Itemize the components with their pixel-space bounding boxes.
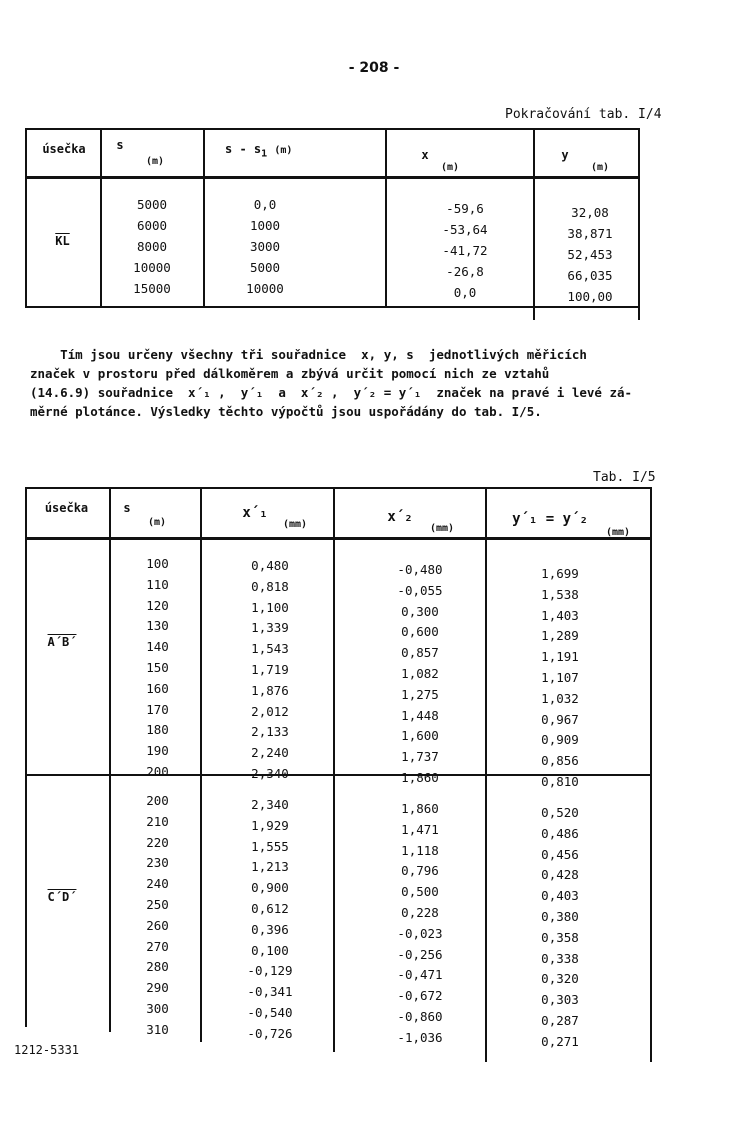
footer-code: 1212-5331 <box>14 1043 80 1057</box>
cell-s: 200 <box>146 763 169 779</box>
cell-s: 230 <box>146 855 169 871</box>
cell-x2: 0,500 <box>401 884 439 900</box>
cell-x1: 1,213 <box>251 859 289 875</box>
header-s-unit: (m) <box>147 517 167 528</box>
cell-x2: -0,023 <box>397 925 443 941</box>
cell-x1: -0,129 <box>247 963 293 979</box>
column-divider <box>200 487 202 1042</box>
header-s-minus-s1-text: s - s <box>225 142 262 156</box>
table-i4-continuation <box>25 128 640 320</box>
cell-x1: 0,480 <box>251 558 289 573</box>
cell-y: 0,287 <box>541 1012 579 1028</box>
cell-y: 0,338 <box>541 950 579 966</box>
cell-x2: 1,600 <box>401 728 439 744</box>
cell-x1: 0,818 <box>251 578 289 594</box>
header-y: y´₁ = y´₂ <box>512 511 588 527</box>
column-divider <box>100 128 102 308</box>
cell-x1: 2,133 <box>251 724 289 740</box>
cell-x1: 0,100 <box>251 942 289 958</box>
cell-y: 0,967 <box>541 711 579 727</box>
cell-y: 0,520 <box>541 805 579 820</box>
cell-x2: -0,471 <box>397 967 443 983</box>
column-s-group2 <box>125 791 190 1041</box>
cell-s: 300 <box>146 1000 169 1016</box>
cell-x1: 2,240 <box>251 745 289 761</box>
cell-s: 5000 <box>136 197 168 212</box>
segment-label: $\overline{KL}$ <box>55 234 70 248</box>
column-y-group2 <box>525 803 595 1053</box>
page-number: - 208 - <box>348 60 400 76</box>
cell-y: 0,303 <box>541 992 579 1008</box>
cell-s: 10000 <box>133 260 171 275</box>
cell-y: 1,032 <box>541 690 579 706</box>
cell-s: 270 <box>146 938 169 954</box>
column-divider <box>203 128 205 308</box>
header-usecka: úsečka <box>44 501 89 515</box>
cell-x2: 1,448 <box>401 707 439 723</box>
table-border-left <box>25 487 27 1027</box>
table-border-right <box>638 128 640 320</box>
header-x-unit: (m) <box>440 162 460 173</box>
header-x: x <box>421 148 429 162</box>
column-x <box>415 198 515 303</box>
cell-s: 170 <box>146 701 169 717</box>
segment-label-cd: C´D´ <box>47 890 77 904</box>
table-border-top <box>25 487 652 489</box>
cell-x2: -0,860 <box>397 1008 443 1024</box>
cell-x2: 1,471 <box>401 821 439 837</box>
header-s-minus-s1 <box>225 142 325 159</box>
header-x2: x´₂ <box>387 509 413 525</box>
table-border-top <box>25 128 640 130</box>
cell-x1: 1,929 <box>251 817 289 833</box>
table-i5 <box>25 487 652 1062</box>
table-header-divider <box>25 537 652 540</box>
cell-s: 190 <box>146 743 169 759</box>
cell-y: 0,456 <box>541 846 579 862</box>
column-x2-group2 <box>380 799 460 1049</box>
cell-x: -59,6 <box>446 201 484 216</box>
cell-x1: 1,339 <box>251 620 289 636</box>
cell-s: 220 <box>146 834 169 850</box>
cell-s: 6000 <box>136 218 168 233</box>
cell-s: 290 <box>146 980 169 996</box>
cell-y: 1,699 <box>541 566 579 581</box>
cell-x2: 1,860 <box>401 769 439 785</box>
cell-y: 0,380 <box>541 908 579 924</box>
paragraph-line: Tím jsou určeny všechny tři souřadnice x, y, s jednotlivých měřicích <box>30 347 587 362</box>
cell-s-minus-s1: 5000 <box>249 260 281 275</box>
cell-s: 100 <box>146 556 169 571</box>
header-s-minus-s1-unit: (m) <box>274 145 293 156</box>
header-x1-unit: (mm) <box>282 519 308 530</box>
cell-x: 0,0 <box>453 285 477 300</box>
cell-s-minus-s1: 3000 <box>249 239 281 254</box>
column-x1-group1 <box>235 556 305 785</box>
cell-x1: 0,900 <box>251 880 289 896</box>
cell-s: 250 <box>146 896 169 912</box>
cell-y: 0,856 <box>541 753 579 769</box>
cell-y: 1,403 <box>541 607 579 623</box>
cell-y: 0,271 <box>541 1033 579 1049</box>
cell-s: 120 <box>146 597 169 613</box>
cell-x: -41,72 <box>442 243 488 258</box>
cell-y: 32,08 <box>571 205 609 220</box>
cell-x1: -0,540 <box>247 1004 293 1020</box>
cell-x1: 1,100 <box>251 599 289 615</box>
cell-y: 66,035 <box>567 268 613 283</box>
cell-x2: 1,275 <box>401 686 439 702</box>
cell-y: 0,486 <box>541 825 579 841</box>
cell-s: 280 <box>146 959 169 975</box>
cell-s: 260 <box>146 917 169 933</box>
cell-x2: -0,672 <box>397 988 443 1004</box>
cell-y: 52,453 <box>567 247 613 262</box>
cell-x: -53,64 <box>442 222 488 237</box>
cell-y: 38,871 <box>567 226 613 241</box>
cell-y: 1,538 <box>541 586 579 602</box>
cell-x2: 0,228 <box>401 904 439 920</box>
column-s-minus-s1 <box>215 194 315 299</box>
cell-s: 180 <box>146 722 169 738</box>
cell-x2: 1,860 <box>401 801 439 816</box>
column-s <box>107 194 197 299</box>
cell-x1: 2,340 <box>251 765 289 781</box>
cell-y: 1,191 <box>541 649 579 665</box>
cell-y: 0,810 <box>541 773 579 789</box>
cell-x2: -0,055 <box>397 582 443 598</box>
header-y-unit: (mm) <box>605 527 631 538</box>
header-y: y <box>561 148 569 162</box>
header-usecka: úsečka <box>42 142 86 156</box>
paragraph-line: značek v prostoru před dálkoměrem a zbývá určit pomocí nich ze vztahů <box>30 366 550 381</box>
cell-x2: 0,857 <box>401 645 439 661</box>
segment-label-ab: A´B´ <box>47 635 77 649</box>
cell-x1: 1,876 <box>251 682 289 698</box>
cell-s-minus-s1: 0,0 <box>253 197 277 212</box>
cell-x1: 0,396 <box>251 921 289 937</box>
header-y-unit: (m) <box>590 162 610 173</box>
cell-x1: 1,555 <box>251 838 289 854</box>
paragraph-line: (14.6.9) souřadnice x´₁ , y´₁ a x´₂ , y´₂ = y´₁ značek na pravé i levé zá- <box>30 385 633 400</box>
table-caption: Tab. I/5 <box>593 470 656 485</box>
cell-x1: -0,726 <box>247 1025 293 1041</box>
cell-x2: 1,737 <box>401 749 439 765</box>
body-paragraph <box>30 345 670 421</box>
column-s-group1 <box>125 554 190 783</box>
cell-s: 140 <box>146 639 169 655</box>
cell-x1: 1,719 <box>251 661 289 677</box>
cell-x1: 2,012 <box>251 703 289 719</box>
cell-x2: 0,300 <box>401 603 439 619</box>
cell-x2: 1,082 <box>401 665 439 681</box>
cell-y: 0,358 <box>541 929 579 945</box>
table-header-divider <box>25 176 640 179</box>
column-divider <box>533 128 535 320</box>
cell-y: 0,428 <box>541 867 579 883</box>
cell-x1: -0,341 <box>247 984 293 1000</box>
cell-x2: 0,796 <box>401 863 439 879</box>
header-x1: x´₁ <box>242 505 268 521</box>
cell-x2: -1,036 <box>397 1029 443 1045</box>
cell-s: 8000 <box>136 239 168 254</box>
cell-y: 1,107 <box>541 669 579 685</box>
cell-y: 0,909 <box>541 732 579 748</box>
cell-x1: 2,340 <box>251 797 289 812</box>
cell-s: 150 <box>146 659 169 675</box>
cell-x: -26,8 <box>446 264 484 279</box>
cell-x1: 0,612 <box>251 900 289 916</box>
cell-s-minus-s1: 10000 <box>246 281 284 296</box>
column-divider <box>109 487 111 1032</box>
cell-s: 310 <box>146 1021 169 1037</box>
table-border-right <box>650 487 652 1062</box>
cell-y: 0,320 <box>541 971 579 987</box>
cell-s: 130 <box>146 618 169 634</box>
cell-x2: -0,480 <box>397 562 443 577</box>
column-divider <box>485 487 487 1062</box>
cell-y: 1,289 <box>541 628 579 644</box>
cell-x2: 0,600 <box>401 624 439 640</box>
header-s: s <box>123 501 131 515</box>
cell-s: 210 <box>146 813 169 829</box>
column-x2-group1 <box>380 560 460 789</box>
header-s-minus-s1-subscript: 1 <box>261 148 268 160</box>
cell-x1: 1,543 <box>251 641 289 657</box>
cell-y: 100,00 <box>567 289 613 304</box>
cell-x2: 1,118 <box>401 842 439 858</box>
cell-s: 15000 <box>133 281 171 296</box>
header-s-unit: (m) <box>145 156 165 167</box>
column-y <box>545 202 635 307</box>
cell-s: 110 <box>146 576 169 592</box>
header-s: s <box>116 138 124 152</box>
column-x1-group2 <box>230 795 310 1045</box>
column-divider <box>385 128 387 308</box>
header-x2-unit: (mm) <box>429 523 455 534</box>
continuation-label: Pokračování tab. I/4 <box>505 107 662 122</box>
column-divider <box>333 487 335 1052</box>
column-y-group1 <box>525 564 595 793</box>
cell-s: 160 <box>146 680 169 696</box>
paragraph-line: měrné plotánce. Výsledky těchto výpočtů jsou uspořádány do tab. I/5. <box>30 404 542 419</box>
cell-s: 200 <box>146 793 169 808</box>
table-border-left <box>25 128 27 308</box>
cell-s-minus-s1: 1000 <box>249 218 281 233</box>
cell-x2: -0,256 <box>397 946 443 962</box>
cell-y: 0,403 <box>541 888 579 904</box>
cell-s: 240 <box>146 876 169 892</box>
